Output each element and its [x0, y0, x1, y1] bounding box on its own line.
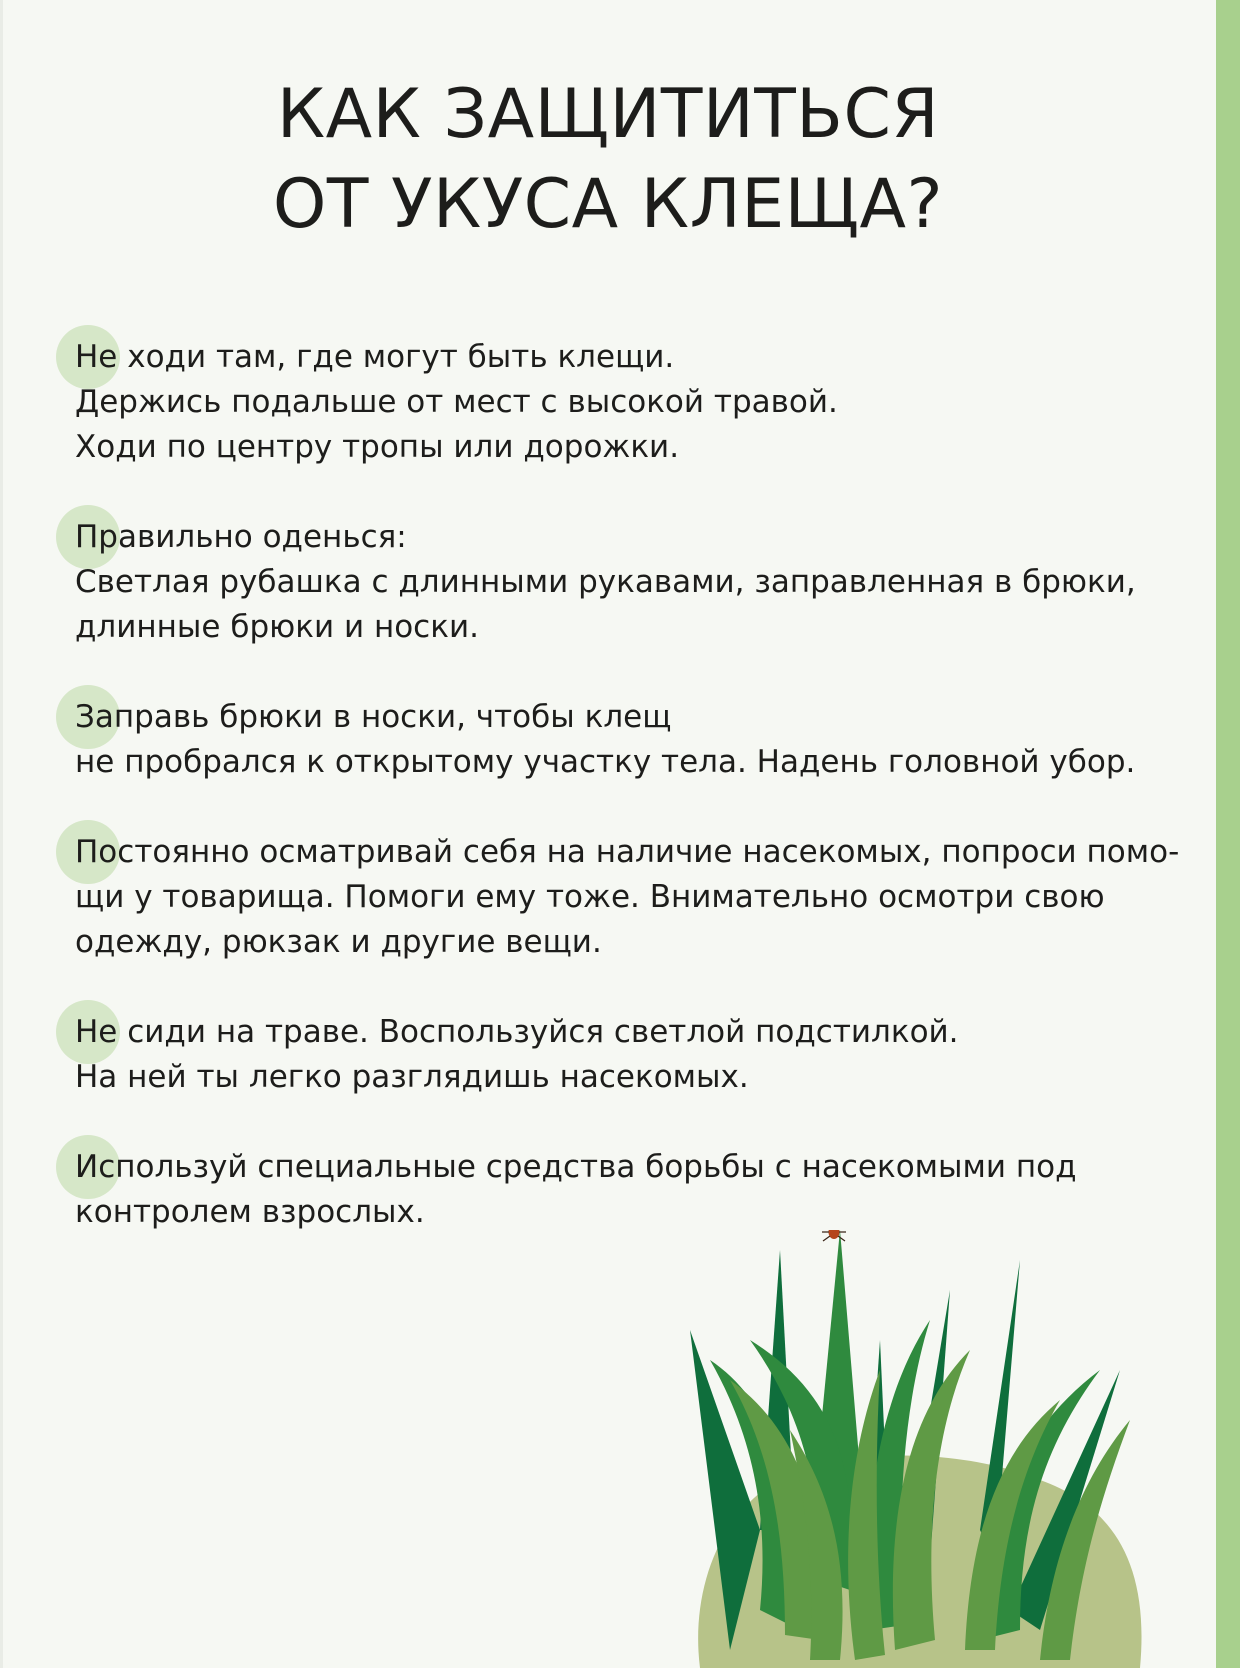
tip-line: Держись подальше от мест с высокой травой.: [75, 384, 838, 420]
tip-line: не пробрался к открытому участку тела. Надень головной убор.: [75, 744, 1136, 780]
grass-with-tick-icon: [690, 1230, 1150, 1668]
tip-line: Светлая рубашка с длинными рукавами, заправленная в брюки,: [75, 564, 1136, 600]
tip-line: щи у товарища. Помоги ему тоже. Внимательно осмотри свою: [75, 879, 1105, 915]
tip-item: [75, 515, 1136, 650]
tip-item: [75, 335, 838, 470]
tip-item: [75, 830, 1179, 965]
tip-line: одежду, рюкзак и другие вещи.: [75, 924, 602, 960]
tip-line: Ходи по центру тропы или дорожки.: [75, 429, 680, 465]
page-title-line-2: ОТ УКУСА КЛЕЩА?: [272, 165, 944, 244]
page-title: [0, 70, 1216, 250]
tip-line: Не ходи там, где могут быть клещи.: [75, 339, 675, 375]
tip-line: Используй специальные средства борьбы с насекомыми под: [75, 1149, 1077, 1185]
page-title-line-1: КАК ЗАЩИТИТЬСЯ: [276, 75, 940, 154]
left-edge-divider: [0, 0, 3, 1668]
tip-line: На ней ты легко разглядишь насекомых.: [75, 1059, 749, 1095]
tip-line: Правильно оденься:: [75, 519, 407, 555]
tip-line: Не сиди на траве. Воспользуйся светлой подстилкой.: [75, 1014, 959, 1050]
tip-item: [75, 695, 1135, 785]
tip-item: [75, 1010, 959, 1100]
tip-line: Постоянно осматривай себя на наличие насекомых, попроси помо-: [75, 834, 1180, 870]
tip-line: Заправь брюки в носки, чтобы клещ: [75, 699, 672, 735]
tip-item: [75, 1145, 1077, 1235]
side-stripe: [1216, 0, 1240, 1668]
tip-line: контролем взрослых.: [75, 1194, 425, 1230]
tip-line: длинные брюки и носки.: [75, 609, 479, 645]
